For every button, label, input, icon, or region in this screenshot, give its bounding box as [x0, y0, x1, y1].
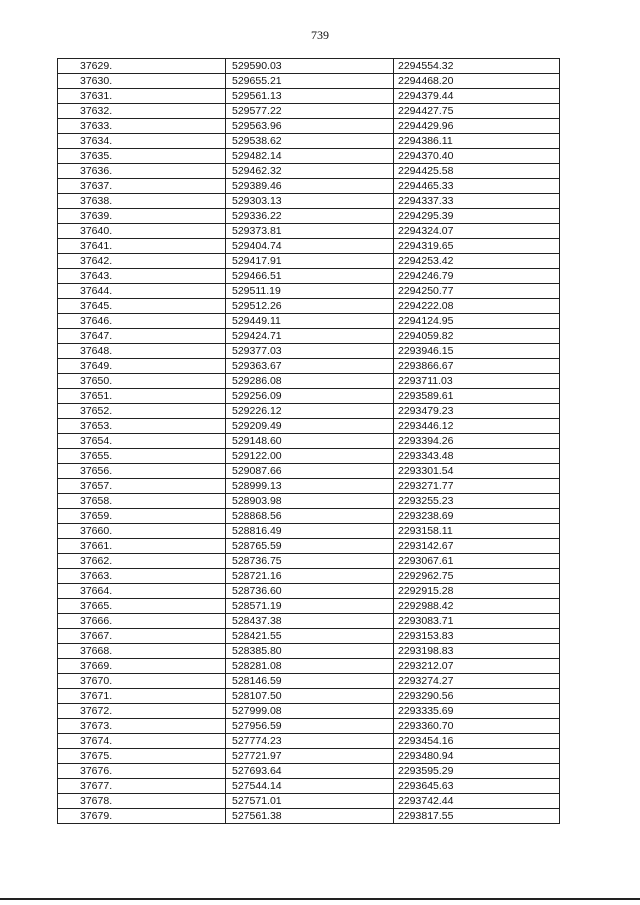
table-row [58, 164, 560, 179]
point-id-cell: 37645. [58, 299, 226, 314]
y-coordinate-cell: 2293946.15 [394, 344, 560, 359]
table-row [58, 554, 560, 569]
table-row [58, 494, 560, 509]
x-coordinate-cell: 529482.14 [226, 149, 394, 164]
table-row [58, 689, 560, 704]
x-coordinate-cell: 528736.60 [226, 584, 394, 599]
table-row [58, 569, 560, 584]
y-coordinate-cell: 2294059.82 [394, 329, 560, 344]
y-coordinate-cell: 2294379.44 [394, 89, 560, 104]
table-row [58, 794, 560, 809]
x-coordinate-cell: 529512.26 [226, 299, 394, 314]
point-id-cell: 37654. [58, 434, 226, 449]
y-coordinate-cell: 2292915.28 [394, 584, 560, 599]
point-id-cell: 37666. [58, 614, 226, 629]
y-coordinate-cell: 2292962.75 [394, 569, 560, 584]
y-coordinate-cell: 2293360.70 [394, 719, 560, 734]
y-coordinate-cell: 2293067.61 [394, 554, 560, 569]
y-coordinate-cell: 2293742.44 [394, 794, 560, 809]
table-row [58, 539, 560, 554]
x-coordinate-cell: 529226.12 [226, 404, 394, 419]
y-coordinate-cell: 2294253.42 [394, 254, 560, 269]
x-coordinate-cell: 529449.11 [226, 314, 394, 329]
table-row [58, 524, 560, 539]
point-id-cell: 37661. [58, 539, 226, 554]
x-coordinate-cell: 529511.19 [226, 284, 394, 299]
x-coordinate-cell: 529373.81 [226, 224, 394, 239]
point-id-cell: 37641. [58, 239, 226, 254]
y-coordinate-cell: 2294465.33 [394, 179, 560, 194]
table-row [58, 389, 560, 404]
x-coordinate-cell: 529590.03 [226, 59, 394, 74]
x-coordinate-cell: 528281.08 [226, 659, 394, 674]
point-id-cell: 37673. [58, 719, 226, 734]
y-coordinate-cell: 2293480.94 [394, 749, 560, 764]
table-row [58, 89, 560, 104]
y-coordinate-cell: 2293153.83 [394, 629, 560, 644]
x-coordinate-cell: 528816.49 [226, 524, 394, 539]
x-coordinate-cell: 529424.71 [226, 329, 394, 344]
table-row [58, 284, 560, 299]
y-coordinate-cell: 2293274.27 [394, 674, 560, 689]
y-coordinate-cell: 2293454.16 [394, 734, 560, 749]
point-id-cell: 37674. [58, 734, 226, 749]
x-coordinate-cell: 529417.91 [226, 254, 394, 269]
table-row [58, 149, 560, 164]
point-id-cell: 37640. [58, 224, 226, 239]
x-coordinate-cell: 529404.74 [226, 239, 394, 254]
point-id-cell: 37662. [58, 554, 226, 569]
point-id-cell: 37656. [58, 464, 226, 479]
table-row [58, 224, 560, 239]
point-id-cell: 37634. [58, 134, 226, 149]
x-coordinate-cell: 528721.16 [226, 569, 394, 584]
y-coordinate-cell: 2293817.55 [394, 809, 560, 824]
table-row [58, 614, 560, 629]
table-row [58, 104, 560, 119]
table-row [58, 764, 560, 779]
point-id-cell: 37664. [58, 584, 226, 599]
x-coordinate-cell: 527956.59 [226, 719, 394, 734]
y-coordinate-cell: 2293343.48 [394, 449, 560, 464]
table-row [58, 59, 560, 74]
x-coordinate-cell: 529655.21 [226, 74, 394, 89]
x-coordinate-cell: 529336.22 [226, 209, 394, 224]
table-row [58, 464, 560, 479]
x-coordinate-cell: 527721.97 [226, 749, 394, 764]
table-row [58, 584, 560, 599]
x-coordinate-cell: 529462.32 [226, 164, 394, 179]
page-bottom-rule [0, 898, 640, 900]
x-coordinate-cell: 529466.51 [226, 269, 394, 284]
y-coordinate-cell: 2293866.67 [394, 359, 560, 374]
table-row [58, 344, 560, 359]
point-id-cell: 37670. [58, 674, 226, 689]
table-row [58, 194, 560, 209]
point-id-cell: 37644. [58, 284, 226, 299]
table-row [58, 179, 560, 194]
table-row [58, 74, 560, 89]
table-row [58, 629, 560, 644]
point-id-cell: 37638. [58, 194, 226, 209]
point-id-cell: 37637. [58, 179, 226, 194]
x-coordinate-cell: 528385.80 [226, 644, 394, 659]
x-coordinate-cell: 528868.56 [226, 509, 394, 524]
point-id-cell: 37675. [58, 749, 226, 764]
table-row [58, 749, 560, 764]
x-coordinate-cell: 528736.75 [226, 554, 394, 569]
y-coordinate-cell: 2294468.20 [394, 74, 560, 89]
point-id-cell: 37647. [58, 329, 226, 344]
x-coordinate-cell: 528146.59 [226, 674, 394, 689]
point-id-cell: 37667. [58, 629, 226, 644]
table-row [58, 674, 560, 689]
y-coordinate-cell: 2293271.77 [394, 479, 560, 494]
x-coordinate-cell: 529377.03 [226, 344, 394, 359]
x-coordinate-cell: 529256.09 [226, 389, 394, 404]
table-row [58, 644, 560, 659]
y-coordinate-cell: 2294429.96 [394, 119, 560, 134]
x-coordinate-cell: 528765.59 [226, 539, 394, 554]
y-coordinate-cell: 2293335.69 [394, 704, 560, 719]
coordinates-table [57, 58, 560, 824]
y-coordinate-cell: 2293158.11 [394, 524, 560, 539]
y-coordinate-cell: 2294386.11 [394, 134, 560, 149]
x-coordinate-cell: 528571.19 [226, 599, 394, 614]
y-coordinate-cell: 2294319.65 [394, 239, 560, 254]
point-id-cell: 37669. [58, 659, 226, 674]
x-coordinate-cell: 527571.01 [226, 794, 394, 809]
y-coordinate-cell: 2293083.71 [394, 614, 560, 629]
x-coordinate-cell: 527999.08 [226, 704, 394, 719]
point-id-cell: 37663. [58, 569, 226, 584]
x-coordinate-cell: 528437.38 [226, 614, 394, 629]
table-row [58, 404, 560, 419]
y-coordinate-cell: 2294246.79 [394, 269, 560, 284]
point-id-cell: 37678. [58, 794, 226, 809]
table-row [58, 599, 560, 614]
point-id-cell: 37657. [58, 479, 226, 494]
y-coordinate-cell: 2293301.54 [394, 464, 560, 479]
point-id-cell: 37630. [58, 74, 226, 89]
point-id-cell: 37660. [58, 524, 226, 539]
table-row [58, 299, 560, 314]
y-coordinate-cell: 2293198.83 [394, 644, 560, 659]
point-id-cell: 37655. [58, 449, 226, 464]
point-id-cell: 37677. [58, 779, 226, 794]
point-id-cell: 37665. [58, 599, 226, 614]
point-id-cell: 37635. [58, 149, 226, 164]
table-row [58, 779, 560, 794]
y-coordinate-cell: 2293212.07 [394, 659, 560, 674]
y-coordinate-cell: 2294324.07 [394, 224, 560, 239]
point-id-cell: 37659. [58, 509, 226, 524]
table-row [58, 509, 560, 524]
y-coordinate-cell: 2292988.42 [394, 599, 560, 614]
x-coordinate-cell: 529561.13 [226, 89, 394, 104]
point-id-cell: 37650. [58, 374, 226, 389]
table-row [58, 734, 560, 749]
table-row [58, 314, 560, 329]
table-row [58, 434, 560, 449]
y-coordinate-cell: 2294124.95 [394, 314, 560, 329]
point-id-cell: 37648. [58, 344, 226, 359]
x-coordinate-cell: 528903.98 [226, 494, 394, 509]
point-id-cell: 37642. [58, 254, 226, 269]
x-coordinate-cell: 529087.66 [226, 464, 394, 479]
point-id-cell: 37671. [58, 689, 226, 704]
point-id-cell: 37672. [58, 704, 226, 719]
table-row [58, 134, 560, 149]
y-coordinate-cell: 2293238.69 [394, 509, 560, 524]
x-coordinate-cell: 529303.13 [226, 194, 394, 209]
y-coordinate-cell: 2293645.63 [394, 779, 560, 794]
x-coordinate-cell: 528999.13 [226, 479, 394, 494]
point-id-cell: 37633. [58, 119, 226, 134]
y-coordinate-cell: 2294295.39 [394, 209, 560, 224]
point-id-cell: 37636. [58, 164, 226, 179]
y-coordinate-cell: 2294370.40 [394, 149, 560, 164]
y-coordinate-cell: 2293290.56 [394, 689, 560, 704]
y-coordinate-cell: 2293595.29 [394, 764, 560, 779]
y-coordinate-cell: 2294222.08 [394, 299, 560, 314]
table-row [58, 119, 560, 134]
x-coordinate-cell: 528107.50 [226, 689, 394, 704]
table-row [58, 239, 560, 254]
y-coordinate-cell: 2293255.23 [394, 494, 560, 509]
point-id-cell: 37653. [58, 419, 226, 434]
point-id-cell: 37631. [58, 89, 226, 104]
y-coordinate-cell: 2293589.61 [394, 389, 560, 404]
table-row [58, 809, 560, 824]
table-row [58, 479, 560, 494]
x-coordinate-cell: 529148.60 [226, 434, 394, 449]
page-number: 739 [311, 28, 329, 42]
table-row [58, 449, 560, 464]
x-coordinate-cell: 529563.96 [226, 119, 394, 134]
y-coordinate-cell: 2294427.75 [394, 104, 560, 119]
x-coordinate-cell: 528421.55 [226, 629, 394, 644]
y-coordinate-cell: 2294337.33 [394, 194, 560, 209]
y-coordinate-cell: 2293711.03 [394, 374, 560, 389]
table-row [58, 359, 560, 374]
table-row [58, 719, 560, 734]
table-row [58, 419, 560, 434]
point-id-cell: 37632. [58, 104, 226, 119]
y-coordinate-cell: 2293394.26 [394, 434, 560, 449]
x-coordinate-cell: 529577.22 [226, 104, 394, 119]
y-coordinate-cell: 2294250.77 [394, 284, 560, 299]
table-row [58, 374, 560, 389]
table-row [58, 209, 560, 224]
x-coordinate-cell: 527544.14 [226, 779, 394, 794]
x-coordinate-cell: 529286.08 [226, 374, 394, 389]
x-coordinate-cell: 529209.49 [226, 419, 394, 434]
point-id-cell: 37643. [58, 269, 226, 284]
x-coordinate-cell: 527774.23 [226, 734, 394, 749]
x-coordinate-cell: 527693.64 [226, 764, 394, 779]
y-coordinate-cell: 2294554.32 [394, 59, 560, 74]
table-row [58, 329, 560, 344]
table-row [58, 704, 560, 719]
y-coordinate-cell: 2294425.58 [394, 164, 560, 179]
point-id-cell: 37658. [58, 494, 226, 509]
x-coordinate-cell: 529122.00 [226, 449, 394, 464]
point-id-cell: 37679. [58, 809, 226, 824]
point-id-cell: 37639. [58, 209, 226, 224]
table-row [58, 659, 560, 674]
x-coordinate-cell: 529363.67 [226, 359, 394, 374]
point-id-cell: 37651. [58, 389, 226, 404]
x-coordinate-cell: 529538.62 [226, 134, 394, 149]
point-id-cell: 37629. [58, 59, 226, 74]
point-id-cell: 37646. [58, 314, 226, 329]
point-id-cell: 37668. [58, 644, 226, 659]
table-row [58, 254, 560, 269]
x-coordinate-cell: 527561.38 [226, 809, 394, 824]
table-row [58, 269, 560, 284]
coordinates-table-body [58, 59, 560, 824]
point-id-cell: 37649. [58, 359, 226, 374]
x-coordinate-cell: 529389.46 [226, 179, 394, 194]
y-coordinate-cell: 2293479.23 [394, 404, 560, 419]
point-id-cell: 37652. [58, 404, 226, 419]
y-coordinate-cell: 2293446.12 [394, 419, 560, 434]
y-coordinate-cell: 2293142.67 [394, 539, 560, 554]
point-id-cell: 37676. [58, 764, 226, 779]
